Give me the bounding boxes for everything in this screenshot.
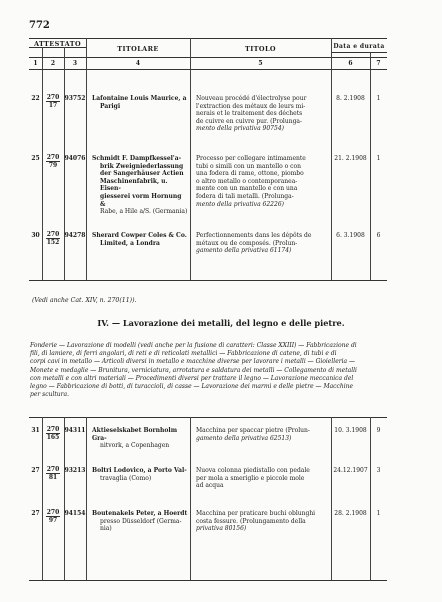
title-line: Processo per collegare intimamente: [196, 155, 306, 162]
table-header-bottom-rule: [29, 69, 387, 70]
table-mid-rule: [29, 57, 387, 58]
col-divider: [86, 38, 87, 280]
title-line: gamento della privativa 61174): [196, 247, 292, 255]
table-top-rule: [29, 38, 387, 39]
row-number: 30: [31, 232, 40, 239]
fraction-numerator: 270: [46, 231, 60, 238]
header-data: Data e durata: [333, 43, 385, 50]
holder-line: Lafontaine Louis Maurice, a: [92, 95, 187, 102]
fraction-denominator: 17: [48, 102, 58, 109]
date: 24.12.1907: [333, 467, 368, 474]
holder-line: giesserei vorm Hornung &: [100, 192, 182, 208]
register-fraction: [42, 466, 64, 481]
holder-line: nitvork, a Copenhagen: [100, 442, 170, 450]
patent-title: [196, 510, 330, 533]
title-line: de cuivre en cuivre pur. (Prolunga-: [196, 117, 303, 125]
col-divider: [64, 417, 65, 580]
holder-line: presso Düsseldorf (Germa-: [100, 517, 182, 525]
holder-name: [92, 510, 188, 533]
data-underline: [331, 52, 387, 53]
intro-line: legno — Fabbricazione di botti, di turaccioli, di casse — Lavorazione dei marmi e delle pietre — Macchine: [30, 383, 354, 391]
holder-line: Rabe, a Hile a/S. (Germania): [100, 208, 188, 216]
fraction-denominator: 165: [46, 434, 60, 441]
colnum-4: 4: [135, 60, 141, 67]
section-intro: [30, 342, 386, 399]
page-number: 772: [29, 20, 50, 31]
holder-line: Boutenakels Peter, a Hoerdt: [92, 510, 188, 517]
holder-line: Parigi: [100, 102, 121, 110]
fraction-numerator: 270: [46, 94, 60, 101]
holder-name: [92, 427, 188, 450]
colnum-6: 6: [348, 60, 353, 67]
title-line: nerais et le traitement des déchets: [196, 110, 303, 118]
intro-line: Fonderie — Lavorazione di modelli (vedi anche per la fusione di caratteri: Classe XXIII) — Fabbricazione di: [30, 342, 357, 349]
intro-line: per scultura.: [30, 391, 70, 399]
fraction-numerator: 270: [46, 509, 60, 516]
title-line: fodera di tali metalli. (Prolunga-: [196, 192, 294, 200]
duration: 1: [376, 95, 381, 102]
fraction-numerator: 270: [46, 154, 60, 161]
header-titolare: TITOLARE: [117, 45, 159, 53]
patent-title: [196, 232, 330, 255]
col-divider: [370, 417, 371, 580]
fraction-denominator: 79: [48, 162, 58, 169]
holder-line: Aktieselskabet Bornholm Gra-: [92, 427, 178, 442]
patent-number: 94278: [64, 232, 86, 239]
holder-line: travaglia (Como): [100, 474, 152, 482]
holder-name: [92, 467, 188, 482]
title-line: privativa 80156): [196, 525, 247, 533]
col-divider: [190, 417, 191, 580]
fraction-denominator: 97: [48, 517, 58, 524]
intro-line: fili, di lamiere, di ferri angolari, di reti e di reticolati metallici — Fabbricazione di catene, di tubi e di: [30, 350, 337, 358]
col-divider: [190, 38, 191, 280]
col-divider: [331, 417, 332, 580]
col-divider: [370, 52, 371, 280]
holder-name: [92, 155, 188, 216]
section-title: IV. — Lavorazione dei metalli, del legno e delle pietre.: [97, 318, 345, 328]
row-number: 27: [31, 467, 40, 474]
title-line: costa fessure. (Prolungamento della: [196, 517, 306, 525]
date: 21. 2.1908: [334, 155, 367, 162]
patent-title: [196, 155, 330, 208]
title-line: tubi o simili con un mantello o con: [196, 162, 301, 170]
row-number: 27: [31, 510, 40, 517]
intro-line: Monete e medaglie — Brunitura, verniciatura, arrotatura e saldatura dei metalli — Collegamento di metalli: [30, 366, 357, 374]
title-line: gamento della privativa 62513): [196, 434, 292, 442]
title-line: Perfectionnements dans les dépôts de: [196, 232, 312, 239]
holder-line: der Sangerhäuser Actien: [100, 170, 184, 178]
duration: 1: [376, 510, 381, 517]
title-line: Macchina per spaccar pietre (Prolun-: [196, 427, 310, 434]
row-number: 22: [31, 95, 40, 102]
register-fraction: [42, 426, 64, 441]
colnum-2: 2: [50, 60, 56, 67]
title-line: mente con un mantello e con una: [196, 185, 298, 193]
colnum-5: 5: [258, 60, 263, 67]
colnum-7: 7: [376, 60, 381, 67]
patent-title: [196, 95, 330, 133]
date: 8. 2.1908: [336, 95, 365, 102]
title-line: ad acqua: [196, 482, 224, 490]
col-divider: [86, 417, 87, 580]
duration: 9: [376, 427, 381, 434]
header-attestato: ATTESTATO: [33, 40, 82, 48]
patent-number: 94076: [64, 155, 86, 162]
patent-number: 93213: [64, 467, 86, 474]
register-fraction: [42, 94, 64, 109]
fraction-denominator: 81: [48, 474, 58, 481]
title-line: Macchina per praticare buchi oblunghi: [196, 510, 316, 517]
title-line: o altro metallo o contemporanea-: [196, 177, 298, 185]
col-divider: [42, 417, 43, 580]
title-line: mento della privativa 62226): [196, 200, 284, 208]
date: 10. 3.1908: [334, 427, 367, 434]
holder-line: Boltri Lodovico, a Porto Val-: [92, 467, 187, 474]
duration: 6: [376, 232, 381, 239]
title-line: per mola a smeriglio e piccole mole: [196, 474, 305, 482]
colnum-1: 1: [33, 60, 38, 67]
header-titolo: TITOLO: [244, 45, 276, 53]
table-bottom-rule: [29, 280, 387, 281]
date: 28. 2.1908: [334, 510, 367, 517]
holder-line: Schmidt F. Dampfkessel'a-: [92, 155, 182, 162]
patent-number: 93752: [64, 95, 86, 102]
table-bottom-rule: [29, 580, 387, 581]
holder-name: [92, 232, 188, 247]
title-line: Nuova colonna piedistallo con pedale: [196, 467, 310, 474]
holder-line: Sherard Cowper Coles & Co.: [92, 232, 187, 239]
col-divider: [64, 47, 65, 280]
duration: 3: [376, 467, 381, 474]
register-fraction: [42, 231, 64, 246]
see-also-note: (Vedi anche Cat. XIV, n. 270(11)).: [32, 297, 137, 304]
title-line: mento della privativa 90754): [196, 125, 284, 133]
fraction-denominator: 152: [46, 239, 60, 246]
register-fraction: [42, 154, 64, 169]
holder-line: Limited, a Londra: [100, 239, 160, 247]
holder-line: brik Zweigniederlassung: [100, 162, 184, 170]
patent-title: [196, 467, 330, 490]
title-line: l'extraction des métaux de leurs mi-: [196, 102, 306, 110]
fraction-numerator: 270: [46, 466, 60, 473]
duration: 1: [376, 155, 381, 162]
title-line: una fodera di rame, ottone, piombo: [196, 170, 304, 178]
patent-number: 94311: [64, 427, 86, 434]
holder-name: [92, 95, 188, 110]
register-fraction: [42, 509, 64, 524]
patent-title: [196, 427, 330, 442]
holder-line: Maschinenfabrik, u. Eisen-: [100, 177, 168, 193]
row-number: 31: [31, 427, 40, 434]
intro-line: corpi cavi in metallo — Articoli diversi in metallo e macchine diverse per lavorare i metalli — Gioielleria —: [30, 358, 356, 366]
date: 6. 3.1908: [336, 232, 365, 239]
row-number: 25: [31, 155, 40, 162]
fraction-numerator: 270: [46, 426, 60, 433]
intro-line: con metalli e con altri materiali — Procedimenti diversi per trattare il legno — Lavorazione meccanica del: [30, 374, 354, 382]
patent-number: 94154: [64, 510, 86, 517]
colnum-3: 3: [72, 60, 78, 67]
table-top-rule: [29, 417, 387, 418]
title-line: métaux ou de composés. (Prolun-: [196, 239, 298, 247]
holder-line: nia): [100, 525, 112, 533]
title-line: Nouveau procédé d'électrolyse pour: [196, 95, 307, 102]
